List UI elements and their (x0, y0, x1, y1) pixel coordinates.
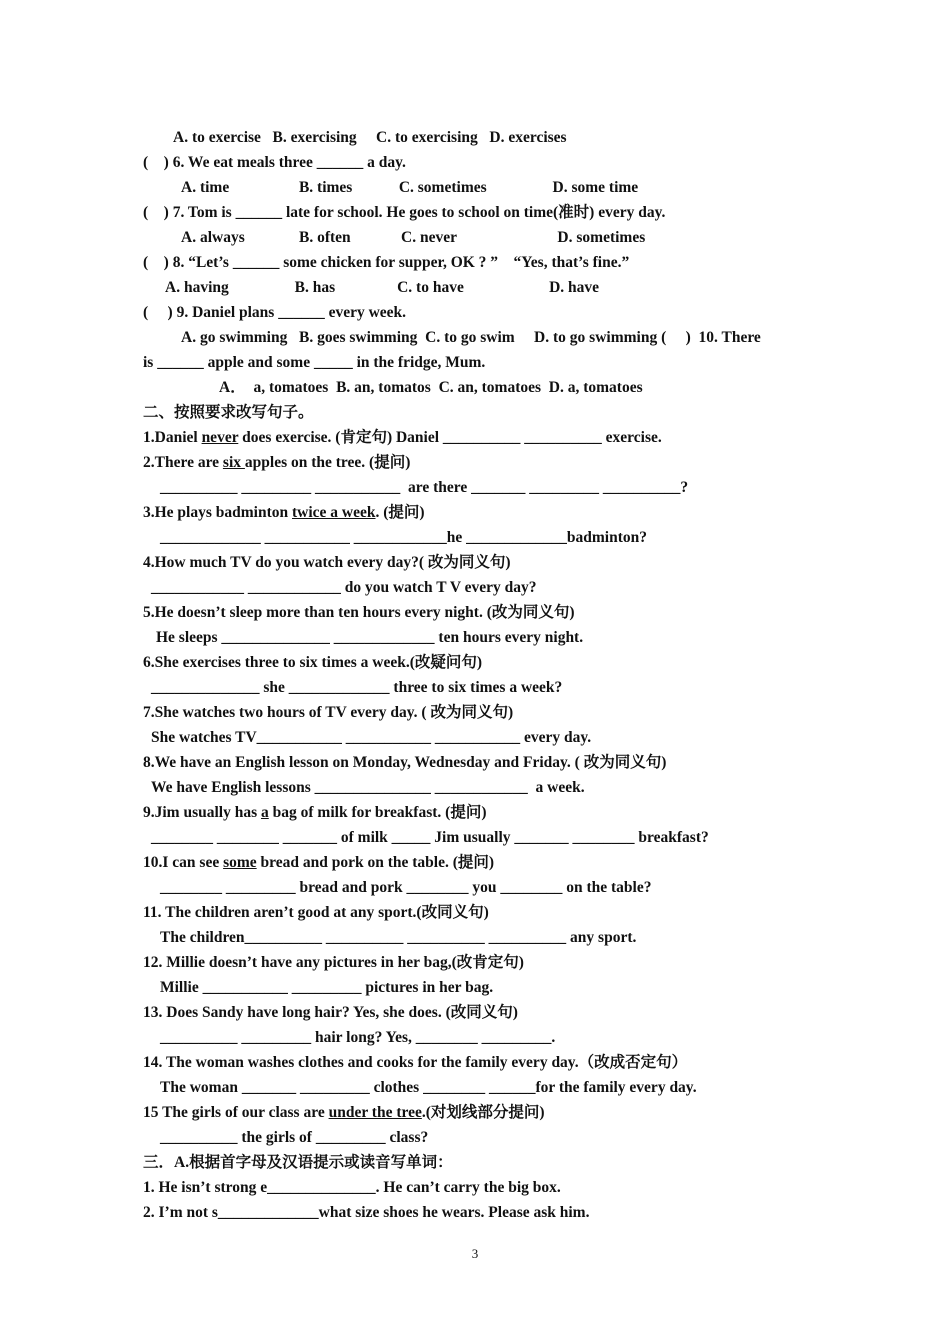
line-text: ( ) 9. Daniel plans ______ every week. (143, 304, 407, 321)
worksheet-line (143, 900, 489, 925)
line-text: A. go swimming B. goes swimming C. to go swim D. to go swimming ( ) 10. There (181, 329, 761, 346)
line-text: 12. Millie doesn’t have any pictures in her bag,(改肯定句) (143, 954, 524, 971)
worksheet-line (143, 300, 406, 325)
line-text: ( ) 6. We eat meals three ______ a day. (143, 154, 406, 171)
line-text: ________ _________ bread and pork ________ you ________ on the table? (160, 879, 652, 896)
worksheet-line (143, 350, 485, 375)
line-text: does exercise. (肯定句) Daniel __________ __________ exercise. (238, 429, 662, 446)
line-text: 11. The children aren’t good at any sport.(改同义句) (143, 904, 489, 921)
line-text: 9.Jim usually has (143, 804, 262, 821)
worksheet-line (143, 1150, 453, 1175)
line-text: is ______ apple and some _____ in the fridge, Mum. (143, 354, 486, 371)
line-text: ____________ ____________ do you watch T V every day? (151, 579, 537, 596)
line-text: A. having B. has C. to have D. have (165, 279, 600, 296)
line-text: 5.He doesn’t sleep more than ten hours every night. (改为同义句) (143, 604, 575, 621)
worksheet-line (151, 825, 709, 850)
page-number: 3 (471, 1246, 479, 1261)
worksheet-line (156, 625, 583, 650)
worksheet-line (151, 725, 591, 750)
worksheet-line (160, 475, 688, 500)
worksheet-line (143, 1200, 589, 1225)
line-text: bread and pork on the table. (提问) (256, 854, 495, 871)
line-text: A. always B. often C. never D. sometimes (181, 229, 646, 246)
line-text: ( ) 7. Tom is ______ late for school. He goes to school on time(准时) every day. (143, 204, 666, 221)
line-text: 10.I can see (143, 854, 224, 871)
underlined-text: twice a week (292, 504, 376, 521)
worksheet-line (151, 675, 562, 700)
line-text: . (提问) (375, 504, 425, 521)
line-text: 6.She exercises three to six times a week.(改疑问句) (143, 654, 483, 671)
line-text: Millie ___________ _________ pictures in her bag. (160, 979, 494, 996)
line-text: 13. Does Sandy have long hair? Yes, she does. (改同义句) (143, 1004, 518, 1021)
worksheet-line (143, 425, 662, 450)
line-text: 2. I’m not s_____________what size shoes he wears. Please ask him. (143, 1204, 590, 1221)
line-text: 14. The woman washes clothes and cooks for the family every day.（改成否定句） (143, 1054, 688, 1071)
line-text: ________ ________ _______ of milk _____ Jim usually _______ ________ breakfast? (151, 829, 709, 846)
line-text: 1. He isn’t strong e______________. He can’t carry the big box. (143, 1179, 561, 1196)
worksheet-line (143, 1050, 687, 1075)
worksheet-line (143, 600, 575, 625)
line-text: 3.He plays badminton (143, 504, 293, 521)
worksheet-line (143, 1175, 561, 1200)
underlined-text: under the tree (328, 1104, 422, 1121)
worksheet-line (151, 575, 537, 600)
line-text: ______________ she _____________ three to six times a week? (151, 679, 563, 696)
line-text: 7.She watches two hours of TV every day. ( 改为同义句) (143, 704, 514, 721)
line-text: 2.There are (143, 454, 223, 471)
line-text: The children__________ __________ __________ __________ any sport. (160, 929, 637, 946)
worksheet-line (143, 800, 486, 825)
worksheet-line (160, 875, 651, 900)
underlined-text: a (261, 804, 269, 821)
line-text: He sleeps ______________ _____________ ten hours every night. (156, 629, 584, 646)
line-text: bag of milk for breakfast. (提问) (268, 804, 487, 821)
worksheet-line (143, 950, 524, 975)
worksheet-line (160, 925, 636, 950)
worksheet-line (143, 850, 494, 875)
line-text: A． a, tomatoes B. an, tomatos C. an, tomatoes D. a, tomatoes (219, 379, 643, 396)
worksheet-line (143, 250, 629, 275)
line-text: 4.How much TV do you watch every day?( 改为同义句) (143, 554, 511, 571)
worksheet-line (173, 125, 567, 150)
line-text: .(对划线部分提问) (421, 1104, 545, 1121)
worksheet-line (160, 1075, 697, 1100)
line-text: A. time B. times C. sometimes D. some time (181, 179, 639, 196)
worksheet-line (143, 1000, 518, 1025)
worksheet-line (143, 200, 665, 225)
underlined-text: some (223, 854, 257, 871)
line-text: 8.We have an English lesson on Monday, Wednesday and Friday. ( 改为同义句) (143, 754, 667, 771)
worksheet-line (143, 150, 406, 175)
line-text: 15 The girls of our class are (143, 1104, 329, 1121)
worksheet-line (181, 325, 761, 350)
underlined-text: six (222, 454, 245, 471)
line-text: apples on the tree. (提问) (244, 454, 411, 471)
line-text: 二、按照要求改写句子。 (143, 404, 314, 421)
line-text: She watches TV___________ ___________ ___________ every day. (151, 729, 592, 746)
worksheet-line (143, 1100, 545, 1125)
worksheet-line (181, 225, 645, 250)
worksheet-line (151, 775, 585, 800)
line-text: 1.Daniel (143, 429, 202, 446)
line-text: ( ) 8. “Let’s ______ some chicken for supper, OK ? ” “Yes, that’s fine.” (143, 254, 630, 271)
line-text: __________ _________ ___________ are there _______ _________ __________? (160, 479, 689, 496)
worksheet-line (143, 400, 314, 425)
worksheet-line (143, 700, 513, 725)
worksheet-line (160, 975, 493, 1000)
line-text: A. to exercise B. exercising C. to exercising D. exercises (173, 129, 567, 146)
line-text: 三．A.根据首字母及汉语提示或读音写单词： (143, 1154, 453, 1171)
line-text: __________ _________ hair long? Yes, ________ _________. (160, 1029, 556, 1046)
line-text: The woman _______ _________ clothes ________ ______for the family every day. (160, 1079, 697, 1096)
worksheet-line (143, 450, 410, 475)
line-text: __________ the girls of _________ class? (160, 1129, 429, 1146)
worksheet-line (160, 1125, 428, 1150)
worksheet-line (143, 750, 666, 775)
worksheet-line (143, 550, 511, 575)
underlined-text: never (201, 429, 239, 446)
worksheet-line (143, 650, 482, 675)
line-text: _____________ ___________ ____________he _____________badminton? (160, 529, 647, 546)
line-text: We have English lessons _______________ ____________ a week. (151, 779, 585, 796)
worksheet-line (219, 375, 643, 400)
worksheet-line (160, 1025, 555, 1050)
worksheet-line (165, 275, 599, 300)
worksheet-line (181, 175, 638, 200)
worksheet-line (143, 500, 425, 525)
worksheet-line (160, 525, 647, 550)
